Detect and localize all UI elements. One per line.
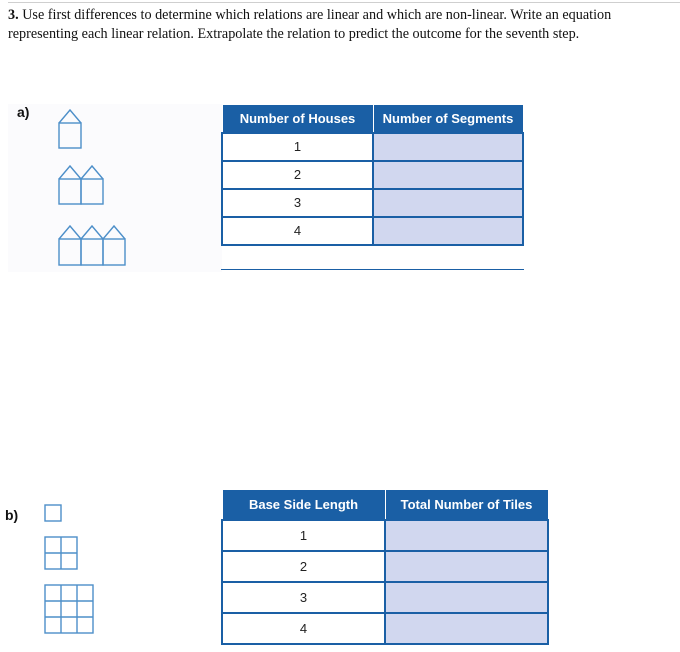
house-row-2	[59, 166, 103, 204]
question-number: 3.	[8, 7, 19, 23]
table-header-row	[222, 105, 523, 133]
part-b-label: b)	[5, 507, 19, 523]
house-row-3	[59, 226, 125, 265]
houses-cell: 3	[222, 189, 373, 217]
table-row	[222, 613, 548, 644]
base-side-cell: 2	[222, 551, 385, 582]
table-header-row	[222, 490, 548, 520]
table-row	[222, 551, 548, 582]
table-row	[222, 582, 548, 613]
answer-cell[interactable]	[385, 551, 548, 582]
part-a-label: a)	[17, 104, 30, 120]
question-text	[8, 6, 672, 43]
column-header-segments: Number of Segments	[373, 105, 523, 133]
houses-cell: 4	[222, 217, 373, 245]
tile-square-1	[45, 505, 61, 521]
tile-square-3	[45, 585, 93, 633]
answer-cell[interactable]	[373, 189, 523, 217]
base-side-cell: 4	[222, 613, 385, 644]
table-a-bottom-rule	[221, 269, 524, 270]
top-divider	[8, 2, 680, 3]
table-row	[222, 133, 523, 161]
table-row	[222, 161, 523, 189]
answer-cell[interactable]	[373, 161, 523, 189]
table-row	[222, 217, 523, 245]
houses-figure	[55, 104, 145, 270]
column-header-base-side: Base Side Length	[222, 490, 385, 520]
table-houses	[221, 104, 524, 246]
answer-cell[interactable]	[385, 613, 548, 644]
base-side-cell: 1	[222, 520, 385, 551]
table-tiles	[221, 489, 549, 645]
column-header-total-tiles: Total Number of Tiles	[385, 490, 548, 520]
table-row	[222, 520, 548, 551]
houses-cell: 1	[222, 133, 373, 161]
answer-cell[interactable]	[373, 133, 523, 161]
column-header-houses: Number of Houses	[222, 105, 373, 133]
base-side-cell: 3	[222, 582, 385, 613]
tile-square-2	[45, 537, 77, 569]
question-body: Use first differences to determine which relations are linear and which are non-linear. Write an equation representing each linear relation. Extrapolate the relation to predict the outcome for the seventh step.	[8, 7, 612, 42]
answer-cell[interactable]	[385, 582, 548, 613]
answer-cell[interactable]	[373, 217, 523, 245]
table-row	[222, 189, 523, 217]
houses-cell: 2	[222, 161, 373, 189]
answer-cell[interactable]	[385, 520, 548, 551]
tiles-figure	[42, 502, 100, 636]
house-row-1	[59, 110, 81, 148]
